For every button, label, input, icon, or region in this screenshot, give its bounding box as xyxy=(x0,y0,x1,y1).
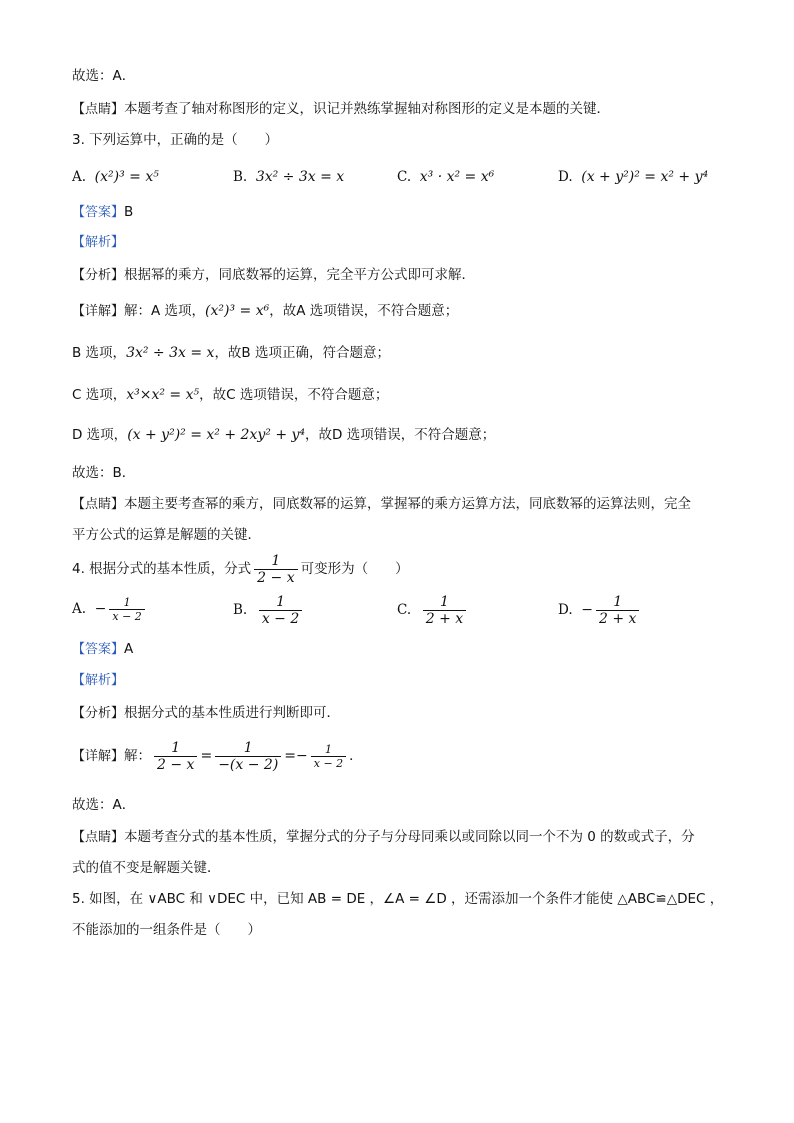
fraction-denominator: 2 − x xyxy=(254,569,297,586)
option-label: D. xyxy=(558,602,573,618)
q4-dianjing-line-1 xyxy=(72,827,695,848)
option-label: C. xyxy=(397,602,412,618)
option-fraction xyxy=(596,594,639,627)
xj-expr: x³×x² = x⁵ xyxy=(126,387,200,403)
fraction-numerator: 1 xyxy=(271,553,281,569)
xj-post: ，故A 选项错误，不符合题意； xyxy=(269,303,459,319)
option-label: C. xyxy=(397,169,412,185)
option-expr: (x + y²)² = x² + y⁴ xyxy=(581,169,709,185)
option-sign: − xyxy=(94,601,107,617)
fraction-denominator: 2 − x xyxy=(154,756,197,773)
q3-fenxi-line xyxy=(72,265,475,286)
fenxi-tag: 【分析】 xyxy=(72,706,125,721)
fenxi-tag: 【分析】 xyxy=(72,268,125,283)
fraction-numerator: 1 xyxy=(123,596,131,609)
fraction-numerator: 1 xyxy=(324,743,332,756)
q4-stem xyxy=(72,553,409,586)
stem-post: 可变形为（ ） xyxy=(300,561,409,577)
dianjing-text: 本题考查分式的基本性质，掌握分式的分子与分母同乘以或同除以同一个不为 0 的数或式子，分 xyxy=(124,829,695,845)
option-label: B. xyxy=(233,169,248,185)
fraction-denominator: 2 + x xyxy=(423,610,466,627)
fraction-denominator: x − 2 xyxy=(109,609,144,623)
q2-dianjing-line xyxy=(72,99,610,120)
xj-pre: 解： xyxy=(124,748,152,764)
xj-end: ． xyxy=(349,748,363,764)
dianjing-tag: 【点睛】 xyxy=(72,830,125,845)
q3-option-b xyxy=(233,167,344,187)
answer-value: B xyxy=(124,204,134,220)
option-label: B. xyxy=(233,602,248,618)
option-expr: (x²)³ = x⁵ xyxy=(94,169,159,185)
option-label: A. xyxy=(72,601,87,617)
dianjing-tag: 【点睛】 xyxy=(72,102,125,117)
q5-stem-line-1: 5. 如图，在 ∨ABC 和 ∨DEC 中，已知 AB = DE ，∠A = ∠D ，还需添加一个条件才能使 △ABC≌△DEC ， xyxy=(72,891,724,907)
dianjing-tag: 【点睛】 xyxy=(72,497,125,512)
xj-fraction-2 xyxy=(215,740,281,773)
q3-dianjing-line-2: 平方公式的运算是解题的关键． xyxy=(72,527,261,543)
xj-pre: C 选项， xyxy=(72,387,127,403)
option-fraction xyxy=(259,594,302,627)
xiangjie-tag: 【详解】 xyxy=(72,304,125,319)
fenxi-text: 根据分式的基本性质进行判断即可． xyxy=(124,705,341,721)
stem-fraction xyxy=(254,553,297,586)
fraction-denominator: 2 + x xyxy=(596,610,639,627)
q5-stem-line-2: 不能添加的一组条件是（ ） xyxy=(72,922,261,938)
q4-option-d xyxy=(558,594,642,627)
q4-fenxi-line xyxy=(72,703,340,724)
fraction-denominator: x − 2 xyxy=(259,610,302,627)
q3-dianjing-line-1 xyxy=(72,494,691,515)
q3-xiangjie-c xyxy=(72,385,388,405)
xj-post: ，故B 选项正确，符合题意； xyxy=(214,345,390,361)
q4-option-c xyxy=(397,594,469,627)
option-fraction xyxy=(109,596,144,623)
fraction-denominator: −(x − 2) xyxy=(215,756,281,773)
xj-post: ，故D 选项错误，不符合题意； xyxy=(305,427,496,443)
dianjing-text: 本题考查了轴对称图形的定义，识记并熟练掌握轴对称图形的定义是本题的关键． xyxy=(124,101,611,117)
fraction-numerator: 1 xyxy=(171,740,181,756)
q4-xiangjie xyxy=(72,740,363,773)
q3-answer-line xyxy=(72,202,133,223)
fraction-numerator: 1 xyxy=(439,594,449,610)
option-label: D. xyxy=(558,169,573,185)
q3-stem: 3. 下列运算中，正确的是（ ） xyxy=(72,132,279,148)
dianjing-text: 本题主要考查幂的乘方，同底数幂的运算，掌握幂的乘方运算方法，同底数幂的运算法则，完全 xyxy=(124,496,692,512)
q3-xiangjie-a xyxy=(72,301,458,322)
fraction-numerator: 1 xyxy=(243,740,253,756)
q3-option-c xyxy=(397,167,494,187)
answer-tag: 【答案】 xyxy=(72,205,125,220)
equals-sign: = xyxy=(200,748,213,764)
equals-minus-sign: =− xyxy=(284,748,308,764)
answer-value: A xyxy=(124,641,134,657)
xj-fraction-1 xyxy=(154,740,197,773)
q2-choose-line: 故选：A． xyxy=(72,68,136,84)
xj-pre: D 选项， xyxy=(72,427,128,443)
q3-option-d xyxy=(558,167,708,187)
answer-tag: 【答案】 xyxy=(72,642,125,657)
q4-dianjing-line-2: 式的值不变是解题关键． xyxy=(72,860,221,876)
q4-choose-line: 故选：A． xyxy=(72,797,136,813)
stem-pre: 4. 根据分式的基本性质，分式 xyxy=(72,561,252,577)
xj-fraction-3 xyxy=(311,743,346,770)
option-expr: 3x² ÷ 3x = x xyxy=(255,169,345,185)
xj-pre: 解：A 选项， xyxy=(124,303,206,319)
xj-expr: 3x² ÷ 3x = x xyxy=(126,345,215,361)
xj-pre: B 选项， xyxy=(72,345,127,361)
fraction-denominator: x − 2 xyxy=(311,756,346,770)
q4-option-b xyxy=(233,594,305,627)
option-expr: x³ · x² = x⁶ xyxy=(419,169,495,185)
option-sign: − xyxy=(581,602,593,618)
q3-choose-line: 故选：B． xyxy=(72,465,136,481)
q3-xiangjie-b xyxy=(72,343,390,363)
xj-post: ，故C 选项错误，不符合题意； xyxy=(199,387,389,403)
fraction-numerator: 1 xyxy=(276,594,285,610)
xj-expr: (x²)³ = x⁶ xyxy=(205,303,270,319)
fraction-numerator: 1 xyxy=(613,594,623,610)
q4-analysis-tag: 【解析】 xyxy=(72,673,125,688)
q3-xiangjie-d xyxy=(72,425,495,445)
option-fraction xyxy=(423,594,466,627)
xiangjie-tag: 【详解】 xyxy=(72,749,125,764)
fenxi-text: 根据幂的乘方，同底数幂的运算，完全平方公式即可求解． xyxy=(124,267,476,283)
q4-answer-line xyxy=(72,639,133,660)
q3-option-a xyxy=(72,167,159,187)
xj-expr: (x + y²)² = x² + 2xy² + y⁴ xyxy=(127,427,306,443)
q4-option-a xyxy=(72,596,148,623)
option-label: A. xyxy=(72,169,87,185)
q3-analysis-tag: 【解析】 xyxy=(72,235,125,250)
